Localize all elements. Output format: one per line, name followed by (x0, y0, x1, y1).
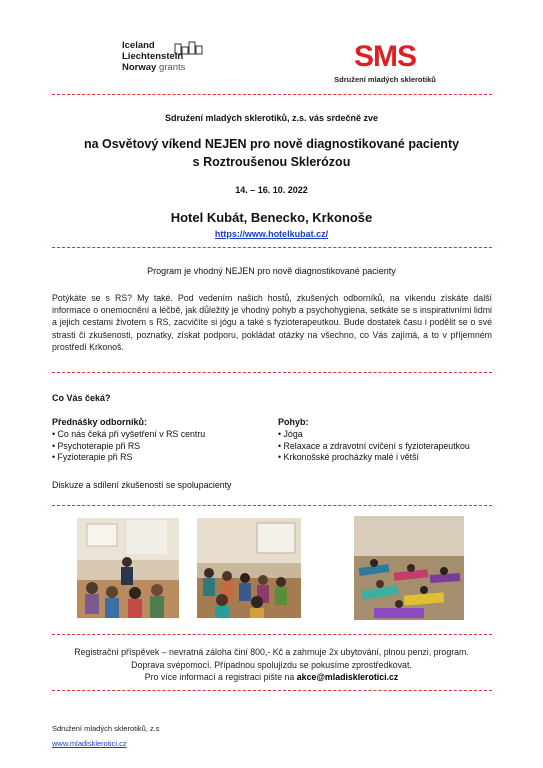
sms-logo-subtitle: Sdružení mladých sklerotiků (334, 75, 436, 84)
registration-info (0, 646, 543, 684)
event-title-line-1: na Osvětový víkend NEJEN pro nově diagnostikované pacienty (83, 137, 460, 151)
eea-logo-mark-icon (174, 41, 204, 55)
lecture-photo (77, 518, 179, 618)
divider (52, 505, 492, 506)
seminar-photo (197, 518, 301, 618)
divider (52, 634, 492, 635)
eea-logo-line-3-bold: Norway (122, 62, 157, 73)
footer-organization: Sdružení mladých sklerotiků, z.s (52, 724, 160, 733)
list-item: • Relaxace a zdravotní cvičení s fyzioterapeutkou (278, 440, 470, 451)
list-item: • Fyzioterapie při RS (52, 452, 133, 462)
registration-fee-line: Registrační příspěvek – nevratná záloha činí 800,- Kč a zahrnuje 2x ubytování, plnou penzi, program. (74, 647, 469, 657)
discussion-line: Diskuze a sdílení zkušeností se spolupacienty (52, 480, 232, 490)
divider (52, 372, 492, 373)
eea-logo-line-3-light: grants (158, 62, 186, 73)
venue-name: Hotel Kubát, Benecko, Krkonoše (170, 210, 373, 225)
eea-logo-line-2: Liechtenstein (122, 51, 184, 62)
movement-heading: Pohyb: (278, 417, 309, 427)
contact-prefix: Pro více informací a registraci pište na (144, 672, 297, 682)
event-title-line-2: s Roztroušenou Sklerózou (192, 155, 351, 169)
sms-logo-word: SMS (353, 40, 416, 73)
divider (52, 690, 492, 691)
lectures-list (52, 429, 205, 464)
lectures-heading: Přednášky odborníků: (52, 417, 148, 427)
hotel-website-link[interactable]: https://www.hotelkubat.cz/ (214, 229, 329, 239)
divider (52, 247, 492, 248)
footer-website-link[interactable]: www.mladisklerotici.cz (52, 739, 127, 748)
event-dates: 14. – 16. 10. 2022 (235, 185, 308, 195)
list-item: • Jóga (278, 429, 303, 439)
movement-list (278, 429, 470, 464)
eea-logo-line-1: Iceland (122, 40, 155, 51)
yoga-photo (354, 516, 464, 620)
divider (52, 94, 492, 95)
invitation-line: Sdružení mladých sklerotiků, z.s. vás srdečně zve (164, 113, 379, 123)
list-item: • Krkonošské procházky malé i větší (278, 452, 419, 462)
list-item: • Co nás čeká při vyšetření v RS centru (52, 429, 206, 439)
what-awaits-heading: Co Vás čeká? (52, 393, 111, 403)
contact-email[interactable]: akce@mladisklerotici.cz (296, 672, 399, 682)
sms-logo (325, 42, 445, 88)
program-note: Program je vhodný NEJEN pro nově diagnostikované pacienty (147, 266, 396, 276)
eea-grants-logo (122, 40, 212, 85)
list-item: • Psychoterapie při RS (52, 440, 141, 451)
transport-line: Doprava svépomocí. Případnou spolujízdu se pokusíme zprostředkovat. (131, 659, 412, 670)
intro-paragraph: Potýkáte se s RS? My také. Pod vedením našich hostů, zkušených odborníků, na víkendu získáte další informace o onemocnění a léčbě, jak důležitý je vhodný pohyb a psychohygiena, setkáte se s inspirativními lidmi a jejich cestami životem s RS, zacvičíte si jógu a také s fyzioterapeutkou. Bude dostatek času i podělit se o své strasti či zkušenosti, poznatky, získat podporu, pokládat otázky na všechno, co Vás zajímá, a to v příjemném prostředí Krkonoš. (52, 293, 492, 352)
